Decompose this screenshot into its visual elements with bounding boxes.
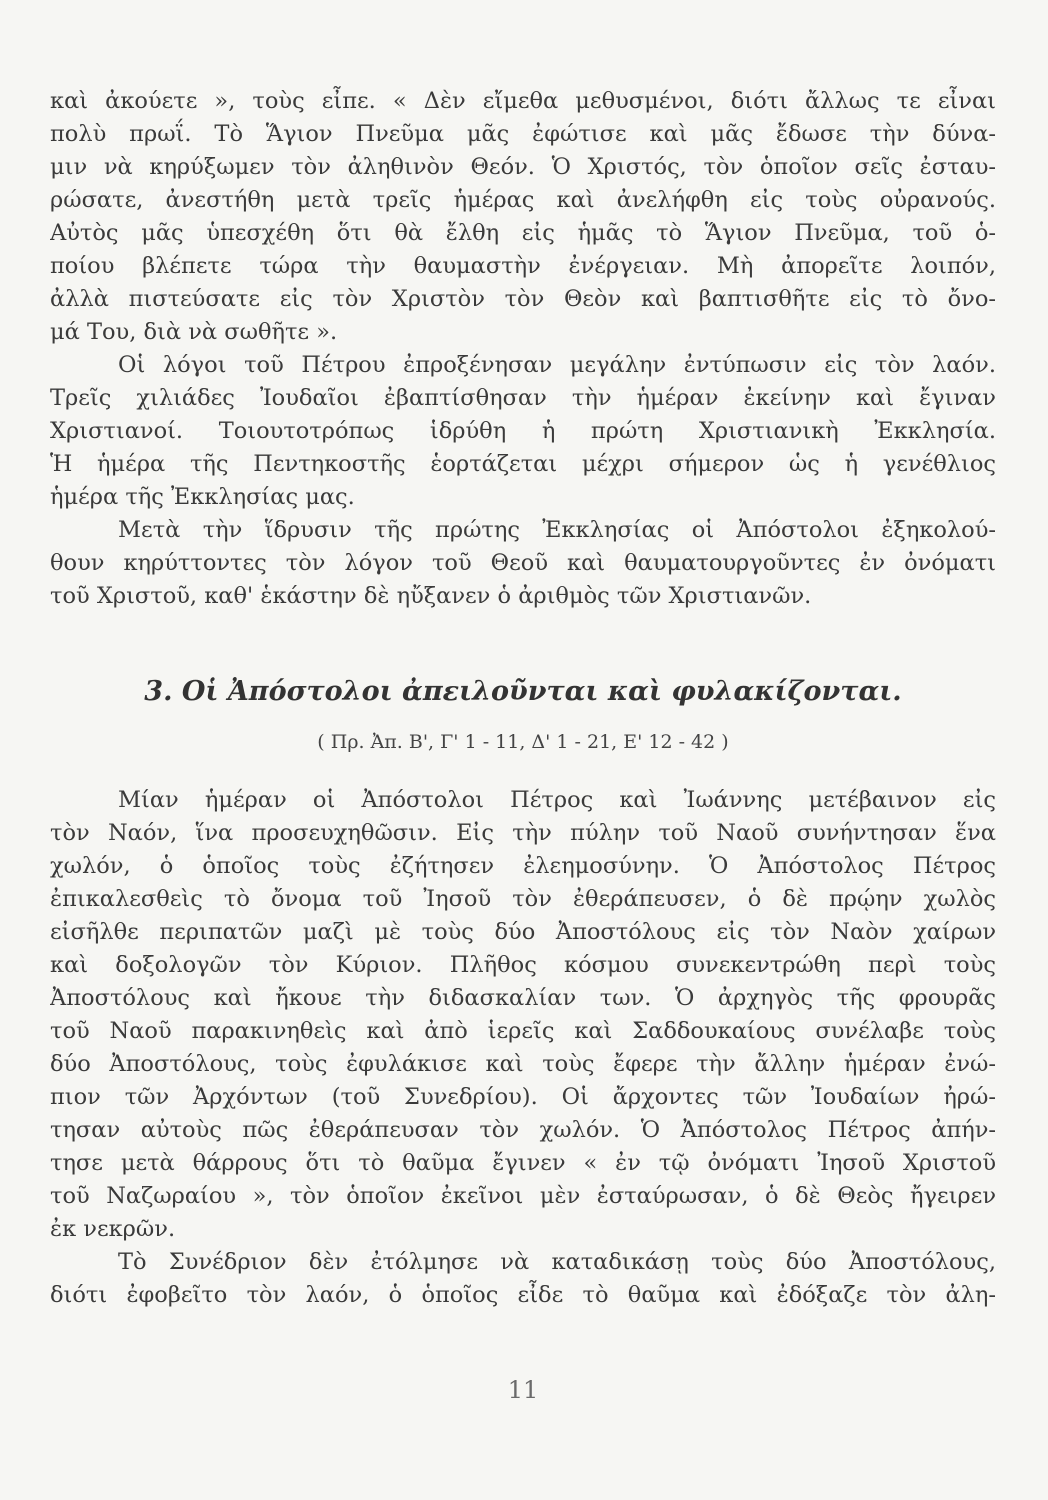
text-line: ἡμέρα τῆς Ἐκκλησίας μας. — [50, 484, 355, 510]
text-line: ἐπικαλεσθεὶς τὸ ὄνομα τοῦ Ἰησοῦ τὸν ἐθεράπευσεν, ὁ δὲ πρῴην χωλὸς — [50, 886, 996, 912]
text-line: τοῦ Ναοῦ παρακινηθεὶς καὶ ἀπὸ ἱερεῖς καὶ Σαδδουκαίους συνέλαβε τοὺς — [50, 1018, 996, 1044]
paragraph-2 — [50, 349, 996, 514]
text-line: Χριστιανοί. Τοιουτοτρόπως ἱδρύθη ἡ πρώτη Χριστιανικὴ Ἐκκλησία. — [50, 418, 996, 444]
text-line: Ἀποστόλους καὶ ἤκουε τὴν διδασκαλίαν των. Ὁ ἀρχηγὸς τῆς φρουρᾶς — [50, 985, 996, 1011]
text-line: καὶ ἀκούετε », τοὺς εἶπε. « Δὲν εἴμεθα μεθυσμένοι, διότι ἄλλως τε εἶναι — [50, 88, 996, 114]
paragraph-3 — [50, 514, 996, 613]
chapter-heading: 3. Οἱ Ἀπόστολοι ἀπειλοῦνται καὶ φυλακίζονται. — [144, 676, 902, 707]
text-line: πιον τῶν Ἀρχόντων (τοῦ Συνεδρίου). Οἱ ἄρχοντες τῶν Ἰουδαίων ἠρώ- — [50, 1084, 996, 1110]
text-line: τὸν Ναόν, ἵνα προσευχηθῶσιν. Εἰς τὴν πύλην τοῦ Ναοῦ συνήντησαν ἕνα — [50, 820, 996, 846]
paragraph-4 — [50, 784, 996, 1246]
text-line: διότι ἐφοβεῖτο τὸν λαόν, ὁ ὁποῖος εἶδε τὸ θαῦμα καὶ ἐδόξαζε τὸν ἀλη- — [50, 1282, 996, 1308]
paragraph-5 — [50, 1246, 996, 1312]
text-line: ποίου βλέπετε τώρα τὴν θαυμαστὴν ἐνέργειαν. Μὴ ἀπορεῖτε λοιπόν, — [50, 253, 996, 279]
text-line: τοῦ Χριστοῦ, καθ' ἑκάστην δὲ ηὔξανεν ὁ ἀριθμὸς τῶν Χριστιανῶν. — [50, 583, 812, 609]
bottom-text-block — [50, 784, 996, 1312]
text-line: Μετὰ τὴν ἵδρυσιν τῆς πρώτης Ἐκκλησίας οἱ Ἀπόστολοι ἐξηκολού- — [118, 517, 996, 543]
text-line: Τρεῖς χιλιάδες Ἰουδαῖοι ἐβαπτίσθησαν τὴν ἡμέραν ἐκείνην καὶ ἔγιναν — [50, 385, 996, 411]
text-line: Τὸ Συνέδριον δὲν ἐτόλμησε νὰ καταδικάσῃ τοὺς δύο Ἀποστόλους, — [118, 1249, 996, 1275]
paragraph-1 — [50, 85, 996, 349]
text-line: τησε μετὰ θάρρους ὅτι τὸ θαῦμα ἔγινεν « ἐν τῷ ὀνόματι Ἰησοῦ Χριστοῦ — [50, 1150, 996, 1176]
text-line: πολὺ πρωΐ. Τὸ Ἅγιον Πνεῦμα μᾶς ἐφώτισε καὶ μᾶς ἔδωσε τὴν δύνα- — [50, 121, 996, 147]
text-line: Οἱ λόγοι τοῦ Πέτρου ἐπροξένησαν μεγάλην ἐντύπωσιν εἰς τὸν λαόν. — [118, 352, 996, 378]
text-line: ἀλλὰ πιστεύσατε εἰς τὸν Χριστὸν τὸν Θεὸν καὶ βαπτισθῆτε εἰς τὸ ὄνο- — [50, 286, 996, 312]
page-number: 11 — [507, 1376, 539, 1404]
text-line: τοῦ Ναζωραίου », τὸν ὁποῖον ἐκεῖνοι μὲν ἐσταύρωσαν, ὁ δὲ Θεὸς ἤγειρεν — [50, 1183, 996, 1209]
text-line: καὶ δοξολογῶν τὸν Κύριον. Πλῆθος κόσμου συνεκεντρώθη περὶ τοὺς — [50, 952, 996, 978]
text-line: ρώσατε, ἀνεστήθη μετὰ τρεῖς ἡμέρας καὶ ἀνελήφθη εἰς τοὺς οὐρανούς. — [50, 187, 996, 213]
text-line: τησαν αὐτοὺς πῶς ἐθεράπευσαν τὸν χωλόν. Ὁ Ἀπόστολος Πέτρος ἀπήν- — [50, 1117, 996, 1143]
text-line: μά Του, διὰ νὰ σωθῆτε ». — [50, 319, 338, 345]
text-line: Αὐτὸς μᾶς ὑπεσχέθη ὅτι θὰ ἔλθη εἰς ἡμᾶς τὸ Ἅγιον Πνεῦμα, τοῦ ὁ- — [50, 220, 996, 246]
text-line: θουν κηρύττοντες τὸν λόγον τοῦ Θεοῦ καὶ θαυματουργοῦντες ἐν ὀνόματι — [50, 550, 996, 576]
top-text-block — [50, 85, 996, 613]
text-line: ἐκ νεκρῶν. — [50, 1216, 176, 1242]
text-line: εἰσῆλθε περιπατῶν μαζὶ μὲ τοὺς δύο Ἀποστόλους εἰς τὸν Ναὸν χαίρων — [50, 919, 996, 945]
scripture-reference: ( Πρ. Ἀπ. Β', Γ' 1 - 11, Δ' 1 - 21, Ε' 12 - 42 ) — [317, 731, 729, 753]
text-line: χωλόν, ὁ ὁποῖος τοὺς ἐζήτησεν ἐλεημοσύνην. Ὁ Ἀπόστολος Πέτρος — [50, 853, 996, 879]
text-line: δύο Ἀποστόλους, τοὺς ἐφυλάκισε καὶ τοὺς ἔφερε τὴν ἄλλην ἡμέραν ἐνώ- — [50, 1051, 996, 1077]
text-line: Μίαν ἡμέραν οἱ Ἀπόστολοι Πέτρος καὶ Ἰωάννης μετέβαινον εἰς — [118, 787, 996, 813]
text-line: Ἡ ἡμέρα τῆς Πεντηκοστῆς ἑορτάζεται μέχρι σήμερον ὡς ἡ γενέθλιος — [50, 451, 996, 477]
text-line: μιν νὰ κηρύξωμεν τὸν ἀληθινὸν Θεόν. Ὁ Χριστός, τὸν ὁποῖον σεῖς ἐσταυ- — [50, 154, 996, 180]
